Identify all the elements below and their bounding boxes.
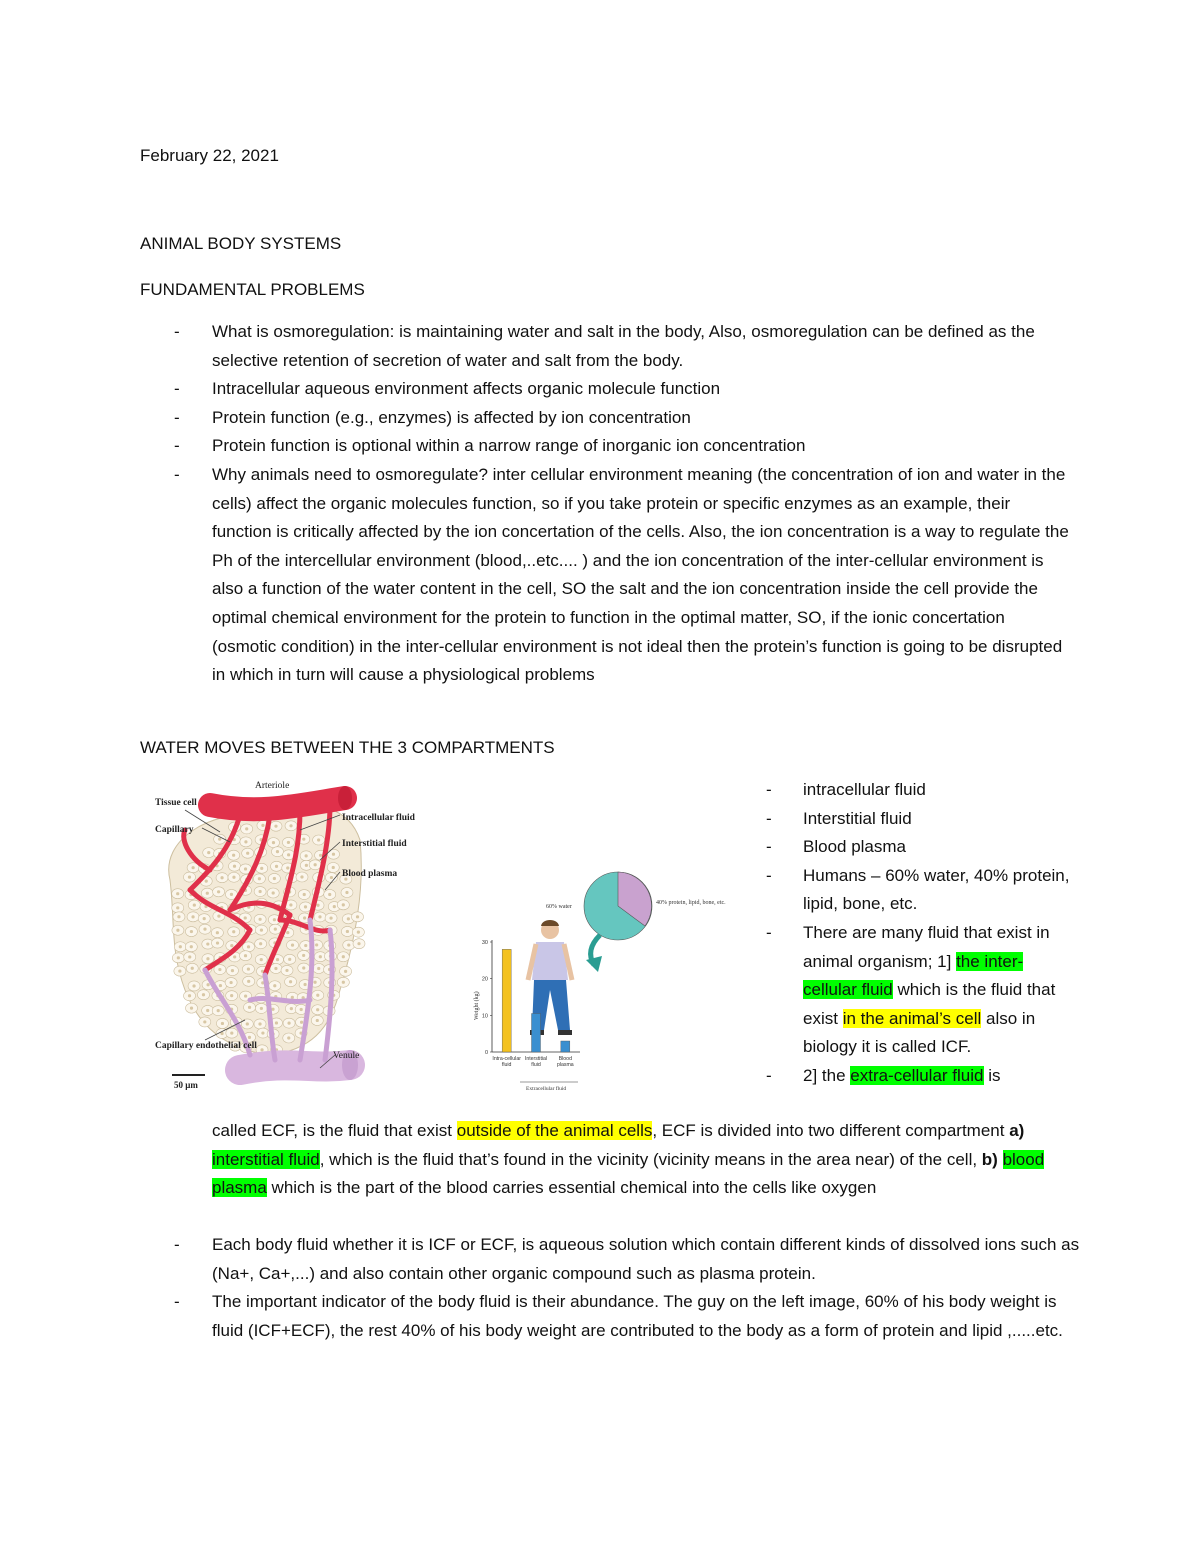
label-scale-bar: 50 μm: [174, 1080, 198, 1090]
highlight-blood-plasma: blood plasma: [212, 1149, 1045, 1198]
cell-nucleus: [316, 994, 319, 997]
label-capillary: Capillary: [155, 825, 194, 835]
cell-nucleus: [318, 915, 321, 918]
list-item: - The important indicator of the body fluid is their abundance. The guy on the left image, 60% of his body weight is fluid (ICF+ECF), the rest 40% of his body weight are contributed to the body as a form of protein and lipid ,.....etc.: [174, 1292, 1063, 1340]
cell-nucleus: [244, 954, 247, 957]
highlight-extra-cellular-fluid: extra-cellular fluid: [850, 1065, 984, 1085]
cell-nucleus: [300, 1008, 303, 1011]
cell-nucleus: [177, 956, 180, 959]
cell-nucleus: [176, 892, 179, 895]
cell-nucleus: [260, 1048, 263, 1051]
list-item: - What is osmoregulation: is maintaining water and salt in the body, Also, osmoregulation can be defined as the selective retention of secretion of water and salt from the body.: [174, 322, 1035, 370]
ecf-continuation-paragraph: called ECF, is the fluid that exist outside of the animal cells, ECF is divided into two different compartment a) interstitial fluid, which is the fluid that’s found in the vicinity (vicinity means in the area near) of the cell, b) blood plasma which is the part of the blood carries essential chemical into the cells like oxygen: [212, 1121, 1045, 1198]
cell-nucleus: [217, 915, 220, 918]
pie-label-water: 60% water: [546, 904, 572, 910]
cell-nucleus: [313, 981, 316, 984]
cell-nucleus: [206, 957, 209, 960]
cell-nucleus: [317, 838, 320, 841]
cell-nucleus: [258, 877, 261, 880]
cell-nucleus: [248, 1006, 251, 1009]
cell-nucleus: [259, 890, 262, 893]
cell-nucleus: [188, 955, 191, 958]
cell-nucleus: [274, 825, 277, 828]
cell-nucleus: [230, 944, 233, 947]
list-item: - Intracellular aqueous environment affects organic molecule function: [174, 379, 721, 399]
cell-nucleus: [315, 943, 318, 946]
cell-nucleus: [273, 984, 276, 987]
cell-nucleus: [345, 891, 348, 894]
cell-nucleus: [190, 930, 193, 933]
cell-nucleus: [221, 1022, 224, 1025]
cell-nucleus: [302, 838, 305, 841]
x-tick-label: fluid: [531, 1062, 541, 1068]
cell-nucleus: [261, 824, 264, 827]
cell-nucleus: [178, 969, 181, 972]
bar-chart-ylabel: Weight (kg): [474, 991, 480, 1020]
cell-nucleus: [258, 1022, 261, 1025]
y-tick-label: 30: [481, 940, 488, 946]
cell-nucleus: [291, 943, 294, 946]
cell-nucleus: [233, 955, 236, 958]
cell-nucleus: [291, 996, 294, 999]
body-fluid-list: [140, 1231, 1080, 1345]
cell-nucleus: [220, 876, 223, 879]
cell-nucleus: [245, 827, 248, 830]
cell-nucleus: [290, 1007, 293, 1010]
cell-nucleus: [273, 877, 276, 880]
cell-nucleus: [271, 1008, 274, 1011]
cell-nucleus: [286, 931, 289, 934]
list-item: - Blood plasma: [766, 837, 907, 857]
cell-nucleus: [332, 853, 335, 856]
cell-nucleus: [192, 866, 195, 869]
y-tick-label: 20: [481, 976, 488, 983]
cell-nucleus: [276, 850, 279, 853]
cell-nucleus: [289, 824, 292, 827]
list-item: - intracellular fluid: [766, 780, 926, 799]
cell-nucleus: [244, 840, 247, 843]
cell-nucleus: [344, 970, 347, 973]
cell-nucleus: [357, 931, 360, 934]
cell-nucleus: [230, 994, 233, 997]
cell-nucleus: [285, 969, 288, 972]
list-item: - 2] the extra-cellular fluid is: [766, 1065, 1001, 1085]
cell-nucleus: [219, 984, 222, 987]
label-interstitial-fluid: Interstitial fluid: [342, 839, 407, 849]
cell-nucleus: [176, 906, 179, 909]
cell-nucleus: [342, 981, 345, 984]
x-tick-label: Intra-cellular: [492, 1056, 521, 1062]
cell-nucleus: [233, 865, 236, 868]
highlight-outside-animal-cells: outside of the animal cells: [456, 1121, 653, 1140]
cell-nucleus: [206, 983, 209, 986]
cell-nucleus: [216, 941, 219, 944]
cell-nucleus: [230, 893, 233, 896]
cell-nucleus: [300, 875, 303, 878]
cell-nucleus: [247, 967, 250, 970]
cell-nucleus: [302, 966, 305, 969]
label-venule: Venule: [333, 1051, 360, 1061]
bar-chart-group-label: Extracellular fluid: [526, 1086, 567, 1092]
label-intracellular-fluid: Intracellular fluid: [342, 813, 415, 823]
label-arteriole: Arteriole: [255, 781, 290, 791]
list-item: - Humans – 60% water, 40% protein, lipid, bone, etc.: [766, 865, 1070, 914]
cell-nucleus: [246, 1022, 249, 1025]
list-item: - Interstitial fluid: [766, 808, 912, 828]
cell-nucleus: [316, 1008, 319, 1011]
cell-nucleus: [206, 1009, 209, 1012]
compartments-list: [760, 776, 1070, 1091]
bar: [502, 949, 511, 1052]
cell-nucleus: [346, 930, 349, 933]
cell-nucleus: [288, 958, 291, 961]
cell-nucleus: [177, 915, 180, 918]
cell-nucleus: [188, 876, 191, 879]
list-item: - There are many fluid that exist in animal organism; 1] the inter-cellular fluid which is the fluid that exist in the animal’s cell also in biology it is called ICF.: [766, 922, 1056, 1057]
cell-nucleus: [191, 967, 194, 970]
x-tick-label: Interstitial: [524, 1056, 548, 1062]
cell-nucleus: [333, 905, 336, 908]
cell-nucleus: [193, 903, 196, 906]
cell-nucleus: [202, 993, 205, 996]
cell-nucleus: [218, 838, 221, 841]
list-item: - Protein function (e.g., enzymes) is affected by ion concentration: [174, 407, 691, 427]
cell-nucleus: [247, 945, 250, 948]
cell-nucleus: [303, 916, 306, 919]
cell-nucleus: [319, 854, 322, 857]
body-fluid-composition-figure: [470, 850, 730, 1100]
bar-chart-xlabels: [492, 1056, 573, 1068]
document-title: ANIMAL BODY SYSTEMS: [140, 234, 342, 253]
cell-nucleus: [203, 928, 206, 931]
cell-nucleus: [217, 890, 220, 893]
capillary-bed-figure: [150, 770, 450, 1100]
cell-nucleus: [304, 905, 307, 908]
cell-nucleus: [179, 945, 182, 948]
cell-nucleus: [273, 918, 276, 921]
cell-nucleus: [332, 866, 335, 869]
cell-nucleus: [274, 928, 277, 931]
cell-nucleus: [206, 942, 209, 945]
cell-nucleus: [303, 893, 306, 896]
cell-nucleus: [276, 958, 279, 961]
cell-nucleus: [305, 864, 308, 867]
cell-nucleus: [203, 1020, 206, 1023]
cell-nucleus: [272, 891, 275, 894]
cell-nucleus: [287, 1036, 290, 1039]
cell-nucleus: [217, 1009, 220, 1012]
cell-nucleus: [342, 903, 345, 906]
water-pie-chart: [584, 872, 652, 940]
cell-nucleus: [302, 954, 305, 957]
cell-nucleus: [275, 1021, 278, 1024]
cell-nucleus: [300, 1021, 303, 1024]
cell-nucleus: [303, 983, 306, 986]
cell-nucleus: [316, 1019, 319, 1022]
x-tick-label: plasma: [556, 1062, 574, 1068]
cell-nucleus: [190, 945, 193, 948]
cell-nucleus: [305, 854, 308, 857]
x-tick-label: Blood: [558, 1056, 572, 1062]
cell-nucleus: [342, 955, 345, 958]
cell-nucleus: [244, 867, 247, 870]
section-heading-water-compartments: WATER MOVES BETWEEN THE 3 COMPARTMENTS: [140, 738, 555, 757]
bar-chart-yticks: [482, 940, 492, 1056]
cell-nucleus: [274, 967, 277, 970]
cell-nucleus: [203, 917, 206, 920]
cell-nucleus: [205, 880, 208, 883]
cell-nucleus: [207, 851, 210, 854]
cell-nucleus: [260, 1007, 263, 1010]
cell-nucleus: [246, 852, 249, 855]
cell-nucleus: [261, 1031, 264, 1034]
highlight-inter-cellular-fluid: the inter-cellular fluid: [803, 951, 1024, 1000]
label-tissue-cell: Tissue cell: [155, 798, 197, 808]
document-date: February 22, 2021: [140, 146, 279, 165]
pie-label-other: 40% protein, lipid, bone, etc.: [656, 900, 726, 906]
cell-nucleus: [304, 944, 307, 947]
fundamental-problems-list: [140, 318, 1070, 690]
cell-nucleus: [319, 955, 322, 958]
cell-nucleus: [232, 876, 235, 879]
list-item: - Each body fluid whether it is ICF or ECF, is aqueous solution which contain different kinds of dissolved ions such as (Na+, Ca+,...) and also contain other organic compound such as plasma protein.: [174, 1235, 1080, 1283]
list-item: - Protein function is optional within a narrow range of inorganic ion concentration: [174, 436, 806, 456]
cell-nucleus: [191, 915, 194, 918]
cell-nucleus: [216, 931, 219, 934]
cell-nucleus: [314, 863, 317, 866]
cell-nucleus: [347, 917, 350, 920]
cell-nucleus: [347, 943, 350, 946]
bar: [561, 1041, 570, 1052]
cell-nucleus: [275, 865, 278, 868]
cell-nucleus: [287, 841, 290, 844]
cell-nucleus: [356, 915, 359, 918]
cell-nucleus: [287, 853, 290, 856]
cell-nucleus: [289, 903, 292, 906]
cell-nucleus: [286, 866, 289, 869]
cell-nucleus: [230, 981, 233, 984]
cell-nucleus: [289, 980, 292, 983]
cell-nucleus: [316, 904, 319, 907]
cell-nucleus: [328, 893, 331, 896]
bar: [532, 1014, 541, 1053]
cell-nucleus: [188, 994, 191, 997]
cell-nucleus: [260, 958, 263, 961]
cell-nucleus: [260, 929, 263, 932]
cell-nucleus: [357, 942, 360, 945]
list-item: - Why animals need to osmoregulate? inter cellular environment meaning (the concentration of ion and water in the cells) affect the organic molecules function, so if you take protein or specific enzymes as an example, their function is critically affected by the ion concertation of the cells. Also, the ion concentration is a way to regulate the Ph of the intercellular environment (blood,..etc.... ) and the ion concentration of the inter-cellular environment is also a function of the water content in the cell, SO the salt and the ion concentration inside the cell provide the optimal chemical environment for the protein to function in the optimal matter, SO, if the ionic concertation (osmotic condition) in the inter-cellular environment is not ideal then the protein’s function is going to be disrupted in which in turn will cause a physiological problems: [174, 464, 1069, 685]
cell-nucleus: [260, 867, 263, 870]
cell-nucleus: [192, 984, 195, 987]
cell-nucleus: [317, 967, 320, 970]
cell-nucleus: [190, 1007, 193, 1010]
x-tick-label: fluid: [501, 1062, 512, 1068]
cell-nucleus: [244, 994, 247, 997]
cell-nucleus: [206, 892, 209, 895]
cell-nucleus: [231, 969, 234, 972]
cell-nucleus: [244, 916, 247, 919]
cell-nucleus: [259, 918, 262, 921]
cell-nucleus: [287, 1022, 290, 1025]
label-capillary-endothelial-cell: Capillary endothelial cell: [155, 1041, 257, 1051]
cell-nucleus: [230, 1031, 233, 1034]
cell-nucleus: [329, 916, 332, 919]
cell-nucleus: [248, 1036, 251, 1039]
highlight-interstitial-fluid: interstitial fluid: [212, 1149, 320, 1169]
cell-nucleus: [272, 841, 275, 844]
cell-nucleus: [218, 968, 221, 971]
section-heading-fundamental-problems: FUNDAMENTAL PROBLEMS: [140, 280, 365, 299]
y-tick-label: 0: [484, 1050, 488, 1056]
cell-nucleus: [232, 930, 235, 933]
cell-nucleus: [330, 876, 333, 879]
cell-nucleus: [176, 929, 179, 932]
cell-nucleus: [247, 980, 250, 983]
cell-nucleus: [232, 854, 235, 857]
y-tick-label: 10: [481, 1013, 488, 1020]
label-blood-plasma: Blood plasma: [342, 869, 398, 879]
cell-nucleus: [259, 942, 262, 945]
highlight-in-animal-cell: in the animal’s cell: [842, 1008, 982, 1028]
